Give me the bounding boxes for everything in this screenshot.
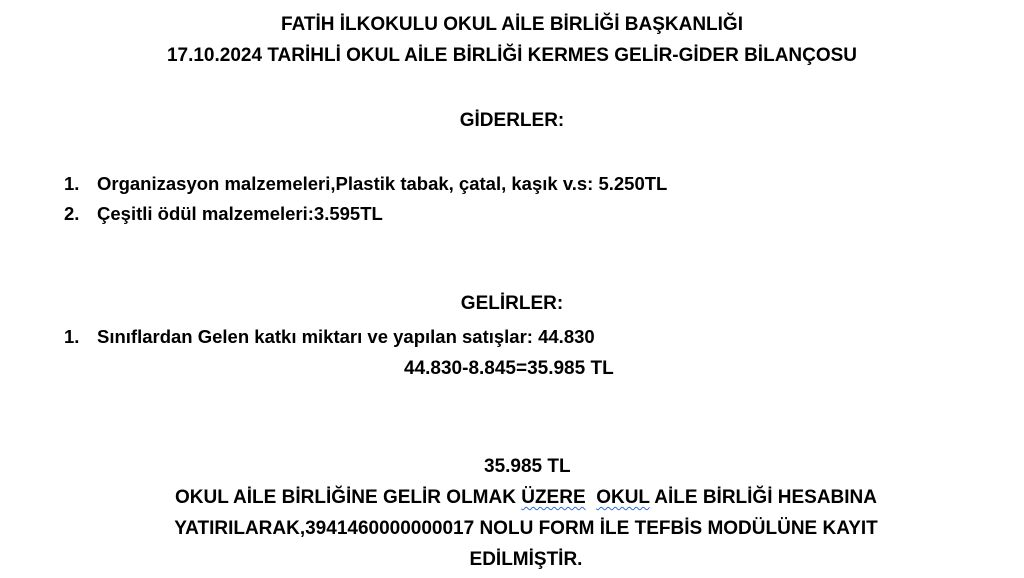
net-total: 35.985 TL xyxy=(484,456,571,477)
spellcheck-word-okul: OKUL xyxy=(596,487,650,508)
document-title-line-2: 17.10.2024 TARİHLİ OKUL AİLE BİRLİĞİ KERMES GELİR-GİDER BİLANÇOSU xyxy=(166,45,858,66)
conclusion-line-1-end: AİLE BİRLİĞİ HESABINA xyxy=(649,487,877,508)
expenses-heading: GİDERLER: xyxy=(459,110,565,131)
expense-item-1-number: 1. xyxy=(64,173,80,194)
conclusion-line-2: YATIRILARAK,3941460000000017 NOLU FORM İLE TEFBİS MODÜLÜNE KAYIT xyxy=(174,518,878,539)
expense-item-1 xyxy=(64,173,667,195)
income-item-1-text: Sınıflardan Gelen katkı miktarı ve yapılan satışlar: 44.830 xyxy=(97,326,595,347)
document-title-line-1: FATİH İLKOKULU OKUL AİLE BİRLİĞİ BAŞKANLIĞI xyxy=(281,14,743,35)
conclusion-line-3: EDİLMİŞTİR. xyxy=(469,549,583,570)
income-heading: GELİRLER: xyxy=(460,293,564,314)
conclusion-line-1-gap xyxy=(586,487,597,508)
income-item-1 xyxy=(64,326,595,348)
income-item-1-number: 1. xyxy=(64,326,80,347)
expense-item-2 xyxy=(64,203,383,225)
income-calculation: 44.830-8.845=35.985 TL xyxy=(404,358,614,379)
expense-item-2-number: 2. xyxy=(64,203,80,224)
expense-item-2-text: Çeşitli ödül malzemeleri:3.595TL xyxy=(97,203,383,224)
expense-item-1-text: Organizasyon malzemeleri,Plastik tabak, çatal, kaşık v.s: 5.250TL xyxy=(97,173,668,194)
conclusion-line-1 xyxy=(14,487,1024,509)
spellcheck-word-uzere: ÜZERE xyxy=(521,487,586,508)
conclusion-line-1-start: OKUL AİLE BİRLİĞİNE GELİR OLMAK xyxy=(175,487,522,508)
